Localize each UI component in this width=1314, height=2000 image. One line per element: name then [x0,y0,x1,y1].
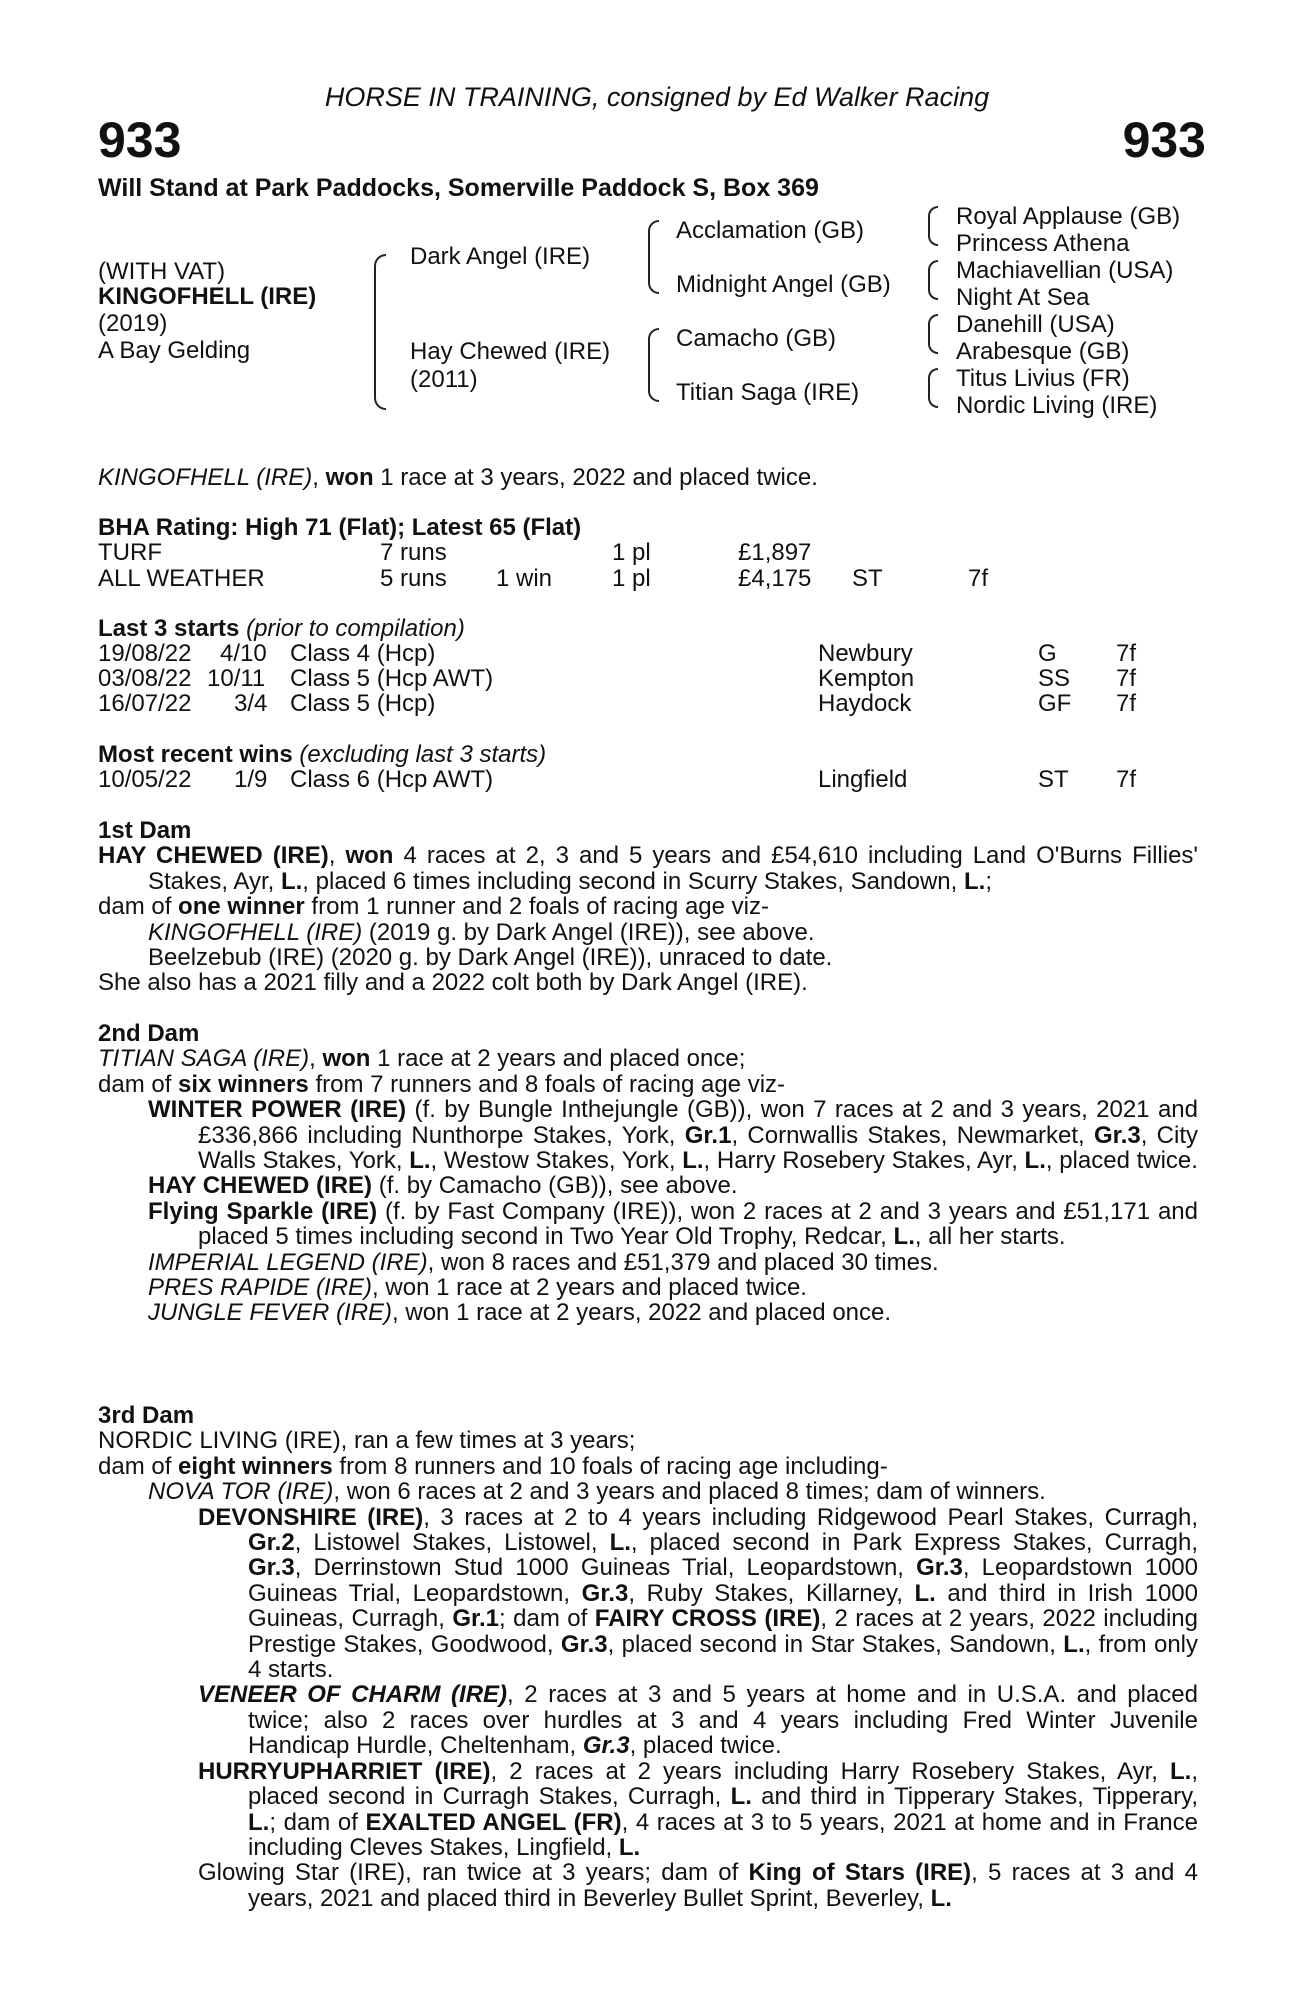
win-position: 1/9 [234,766,268,793]
pedigree-brace-g4 [928,368,938,408]
pedigree-sire: Dark Angel (IRE) [410,243,591,270]
produce-hay-chewed: HAY CHEWED (IRE) (f. by Camacho (GB)), see above. [148,1172,738,1200]
start-position: 4/10 [220,640,267,667]
pedigree-brace-dam [648,328,659,402]
rating-placed-aw: 1 pl [612,565,651,592]
rating-going-aw: ST [852,565,883,592]
pedigree-g3-2: Princess Athena [956,230,1130,257]
pedigree-dam: Hay Chewed (IRE) [410,338,611,365]
pedigree-sire-dam: Midnight Angel (GB) [676,271,891,298]
rating-placed-turf: 1 pl [612,539,651,566]
summary-horse-name: KINGOFHELL (IRE) [98,464,313,491]
start-going: GF [1038,690,1072,717]
pedigree-dam-dam: Titian Saga (IRE) [676,379,860,406]
start-position: 10/11 [207,665,266,692]
third-dam-heading: 3rd Dam [98,1402,195,1429]
pedigree-dam-year: (2011) [410,366,478,393]
consignment-header: HORSE IN TRAINING, consigned by Ed Walker Racing [324,82,990,112]
second-dam-record: TITIAN SAGA (IRE), won 1 race at 2 years and placed once; [98,1045,746,1073]
pedigree-g3-4: Night At Sea [956,284,1090,311]
pedigree-g3-1: Royal Applause (GB) [956,203,1181,230]
second-dam-heading: 2nd Dam [98,1020,200,1047]
pedigree-brace-sire [648,220,659,294]
first-dam-record: HAY CHEWED (IRE), won 4 races at 2, 3 and 5 years and £54,610 including Land O'Burns Fillies' Stakes, Ayr, L., placed 6 times including second in Scurry Stakes, Sandown, L.; [98,842,1198,895]
race-summary: KINGOFHELL (IRE), won 1 race at 3 years, 2022 and placed twice. [98,464,818,491]
win-going: ST [1038,766,1069,793]
pedigree-g3-7: Titus Livius (FR) [956,365,1130,392]
horse-description: A Bay Gelding [98,337,251,364]
rating-prize-aw: £4,175 [738,565,812,592]
rating-runs-aw: 5 runs [380,565,447,592]
produce-veneer-of-charm: VENEER OF CHARM (IRE), 2 races at 3 and 5 years at home and in U.S.A. and placed twice; also 2 races over hurdles at 3 and 4 years including Fred Winter Juvenile Handicap Hurdle, Cheltenham, Gr.3, placed twice. [198,1681,1199,1760]
rating-wins-aw: 1 win [496,565,553,592]
horse-year: (2019) [98,310,168,337]
recent-wins-note: (excluding last 3 starts) [292,741,547,768]
summary-won: won [325,464,374,491]
pedigree-brace-g3 [928,314,938,354]
start-distance: 7f [1116,665,1137,692]
last-starts-heading [98,616,465,642]
vat-note: (WITH VAT) [98,258,226,285]
lot-number-right: 933 [1122,112,1206,168]
win-date: 10/05/22 [98,766,192,793]
pedigree-brace-g1 [928,206,938,246]
second-dam-section [98,1021,1198,1326]
recent-wins-heading [98,742,546,768]
produce-beelzebub: Beelzebub (IRE) (2020 g. by Dark Angel (IRE)), unraced to date. [148,944,833,972]
produce-devonshire: DEVONSHIRE (IRE), 3 races at 2 to 4 years including Ridgewood Pearl Stakes, Curragh, Gr.2, Listowel Stakes, Listowel, L., placed second in Park Express Stakes, Curragh, Gr.3, Derrinstown Stud 1000 Guineas Trial, Leopardstown, Gr.3, Leopardstown 1000 Guineas Trial, Leopardstown, Gr.3, Ruby Stakes, Killarney, L. and third in Irish 1000 Guineas, Curragh, Gr.1; dam of FAIRY CROSS (IRE), 2 races at 2 years, 2022 including Prestige Stakes, Goodwood, Gr.3, placed second in Star Stakes, Sandown, L., from only 4 starts. [198,1503,1199,1684]
first-dam-note: She also has a 2021 filly and a 2022 colt both by Dark Angel (IRE). [98,969,808,997]
start-distance: 7f [1116,640,1137,667]
last-starts-note: (prior to compilation) [239,615,465,642]
start-class: Class 5 (Hcp AWT) [290,665,494,692]
third-dam-record: NORDIC LIVING (IRE), ran a few times at 3 years; [98,1427,636,1455]
start-date: 03/08/22 [98,665,192,692]
start-class: Class 5 (Hcp) [290,690,436,717]
pedigree-brace-g2 [928,260,938,300]
rating-dist-aw: 7f [968,565,989,592]
recent-wins-title: Most recent wins [98,741,293,768]
pedigree-dam-sire: Camacho (GB) [676,325,837,352]
pedigree-sire-sire: Acclamation (GB) [676,217,865,244]
third-dam-produce: dam of eight winners from 8 runners and 10 foals of racing age including- [98,1452,888,1480]
first-dam-heading: 1st Dam [98,817,192,844]
third-dam-section [98,1403,1198,1911]
start-going: SS [1038,665,1071,692]
bha-rating: BHA Rating: High 71 (Flat); Latest 65 (Flat) [98,514,582,541]
rating-surface-aw: ALL WEATHER [98,565,265,592]
win-class: Class 6 (Hcp AWT) [290,766,494,793]
produce-flying-sparkle: Flying Sparkle (IRE) (f. by Fast Company (IRE)), won 2 races at 2 and 3 years and £51,171 and placed 5 times including second in Two Year Old Trophy, Redcar, L., all her starts. [148,1197,1198,1251]
rating-runs-turf: 7 runs [380,539,447,566]
produce-nova-tor: NOVA TOR (IRE), won 6 races at 2 and 3 years and placed 8 times; dam of winners. [148,1478,1046,1506]
produce-winter-power: WINTER POWER (IRE) (f. by Bungle Inthejungle (GB)), won 7 races at 2 and 3 years, 2021 and £336,866 including Nunthorpe Stakes, York, Gr.1, Cornwallis Stakes, Newmarket, Gr.3, City Walls Stakes, York, L., Westow Stakes, York, L., Harry Rosebery Stakes, Ayr, L., placed twice. [148,1096,1199,1175]
produce-kingofhell: KINGOFHELL (IRE) (2019 g. by Dark Angel (IRE)), see above. [148,918,815,946]
start-date: 19/08/22 [98,640,192,667]
start-going: G [1038,640,1057,667]
produce-hurryupharriet: HURRYUPHARRIET (IRE), 2 races at 2 years including Harry Rosebery Stakes, Ayr, L., placed second in Curragh Stakes, Curragh, L. and third in Tipperary Stakes, Tipperary, L.; dam of EXALTED ANGEL (FR), 4 races at 3 to 5 years, 2021 at home and in France including Cleves Stakes, Lingfield, L. [198,1757,1199,1861]
lot-number-left: 933 [98,112,182,168]
start-date: 16/07/22 [98,690,192,717]
horse-name: KINGOFHELL (IRE) [98,283,317,310]
pedigree-g3-5: Danehill (USA) [956,311,1115,338]
win-distance: 7f [1116,766,1137,793]
win-course: Lingfield [818,766,908,793]
start-position: 3/4 [234,690,268,717]
produce-imperial-legend: IMPERIAL LEGEND (IRE), won 8 races and £51,379 and placed 30 times. [148,1248,939,1276]
produce-glowing-star: Glowing Star (IRE), ran twice at 3 years; dam of King of Stars (IRE), 5 races at 3 and 4 years, 2021 and placed third in Beverley Bullet Sprint, Beverley, L. [198,1859,1198,1912]
pedigree-g3-6: Arabesque (GB) [956,338,1130,365]
second-dam-produce: dam of six winners from 7 runners and 8 foals of racing age viz- [98,1070,786,1098]
start-course: Newbury [818,640,913,667]
first-dam-produce: dam of one winner from 1 runner and 2 foals of racing age viz- [98,893,769,921]
first-dam-section [98,818,1198,996]
start-course: Kempton [818,665,915,692]
rating-prize-turf: £1,897 [738,539,812,566]
rating-surface-turf: TURF [98,539,162,566]
last-starts-title: Last 3 starts [98,615,240,642]
produce-jungle-fever: JUNGLE FEVER (IRE), won 1 race at 2 years, 2022 and placed once. [148,1299,892,1327]
summary-text: 1 race at 3 years, 2022 and placed twice. [373,464,818,491]
stand-location: Will Stand at Park Paddocks, Somerville Paddock S, Box 369 [98,174,819,202]
pedigree-g3-3: Machiavellian (USA) [956,257,1174,284]
pedigree-g3-8: Nordic Living (IRE) [956,392,1158,419]
pedigree-brace-gen1 [374,254,386,410]
start-class: Class 4 (Hcp) [290,640,436,667]
produce-pres-rapide: PRES RAPIDE (IRE), won 1 race at 2 years and placed twice. [148,1274,807,1302]
start-course: Haydock [818,690,912,717]
start-distance: 7f [1116,690,1137,717]
